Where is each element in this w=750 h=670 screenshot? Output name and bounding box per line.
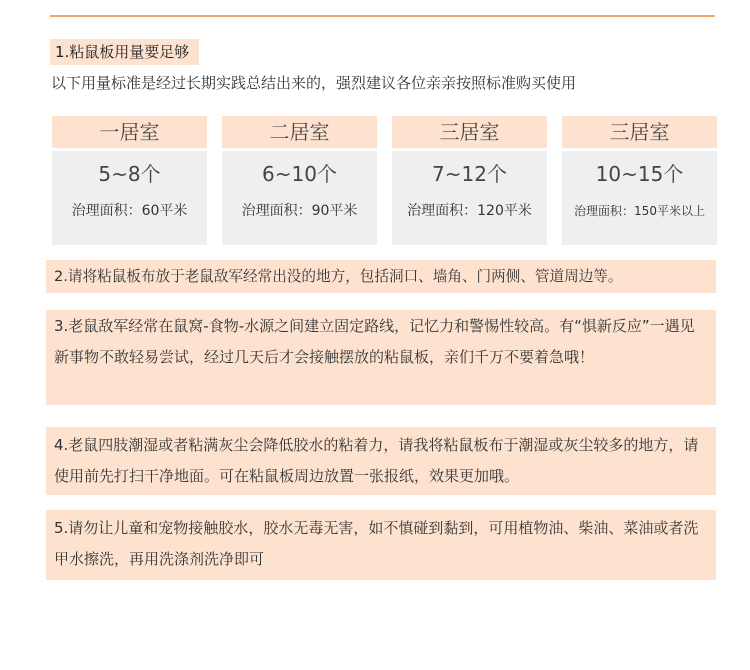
card-body — [562, 151, 717, 245]
card-count: 6~10个 — [262, 162, 337, 186]
intro-text: 以下用量标准是经过长期实践总结出来的，强烈建议各位亲亲按照标准购买使用 — [51, 74, 577, 92]
usage-card-4 — [562, 116, 717, 246]
usage-card-1 — [52, 116, 207, 246]
top-divider — [50, 15, 715, 17]
card-room-type: 一居室 — [52, 116, 207, 148]
card-area: 治理面积：150平米以上 — [574, 204, 705, 218]
card-room-type: 二居室 — [222, 116, 377, 148]
card-count: 10~15个 — [595, 162, 684, 186]
card-room-type: 三居室 — [562, 116, 717, 148]
tip-humidity-dust: 4.老鼠四肢潮湿或者粘满灰尘会降低胶水的粘着力，请我将粘鼠板布于潮湿或灰尘较多的地方，请使用前先打扫干净地面。可在粘鼠板周边放置一张报纸，效果更加哦。 — [46, 427, 716, 495]
usage-card-3 — [392, 116, 547, 246]
card-room-type: 三居室 — [392, 116, 547, 148]
tip-neophobia: 3.老鼠敌军经常在鼠窝-食物-水源之间建立固定路线，记忆力和警惕性较高。有“惧新反应”一遇见新事物不敢轻易尝试，经过几天后才会接触摆放的粘鼠板，亲们千万不要着急哦！ — [46, 310, 716, 405]
card-count: 7~12个 — [432, 162, 507, 186]
card-body — [392, 151, 547, 245]
card-area: 治理面积：60平米 — [71, 203, 188, 219]
card-body — [52, 151, 207, 245]
card-count: 5~8个 — [98, 162, 161, 186]
card-area: 治理面积：120平米 — [407, 203, 532, 219]
card-body — [222, 151, 377, 245]
section-title-usage: 1.粘鼠板用量要足够 — [50, 39, 199, 65]
tip-placement: 2.请将粘鼠板布放于老鼠敌军经常出没的地方，包括洞口、墙角、门两侧、管道周边等。 — [46, 260, 716, 293]
card-area: 治理面积：90平米 — [241, 203, 358, 219]
usage-card-2 — [222, 116, 377, 246]
tip-safety: 5.请勿让儿童和宠物接触胶水，胶水无毒无害，如不慎碰到黏到，可用植物油、柴油、菜油或者洗甲水擦洗，再用洗涤剂洗净即可 — [46, 510, 716, 580]
